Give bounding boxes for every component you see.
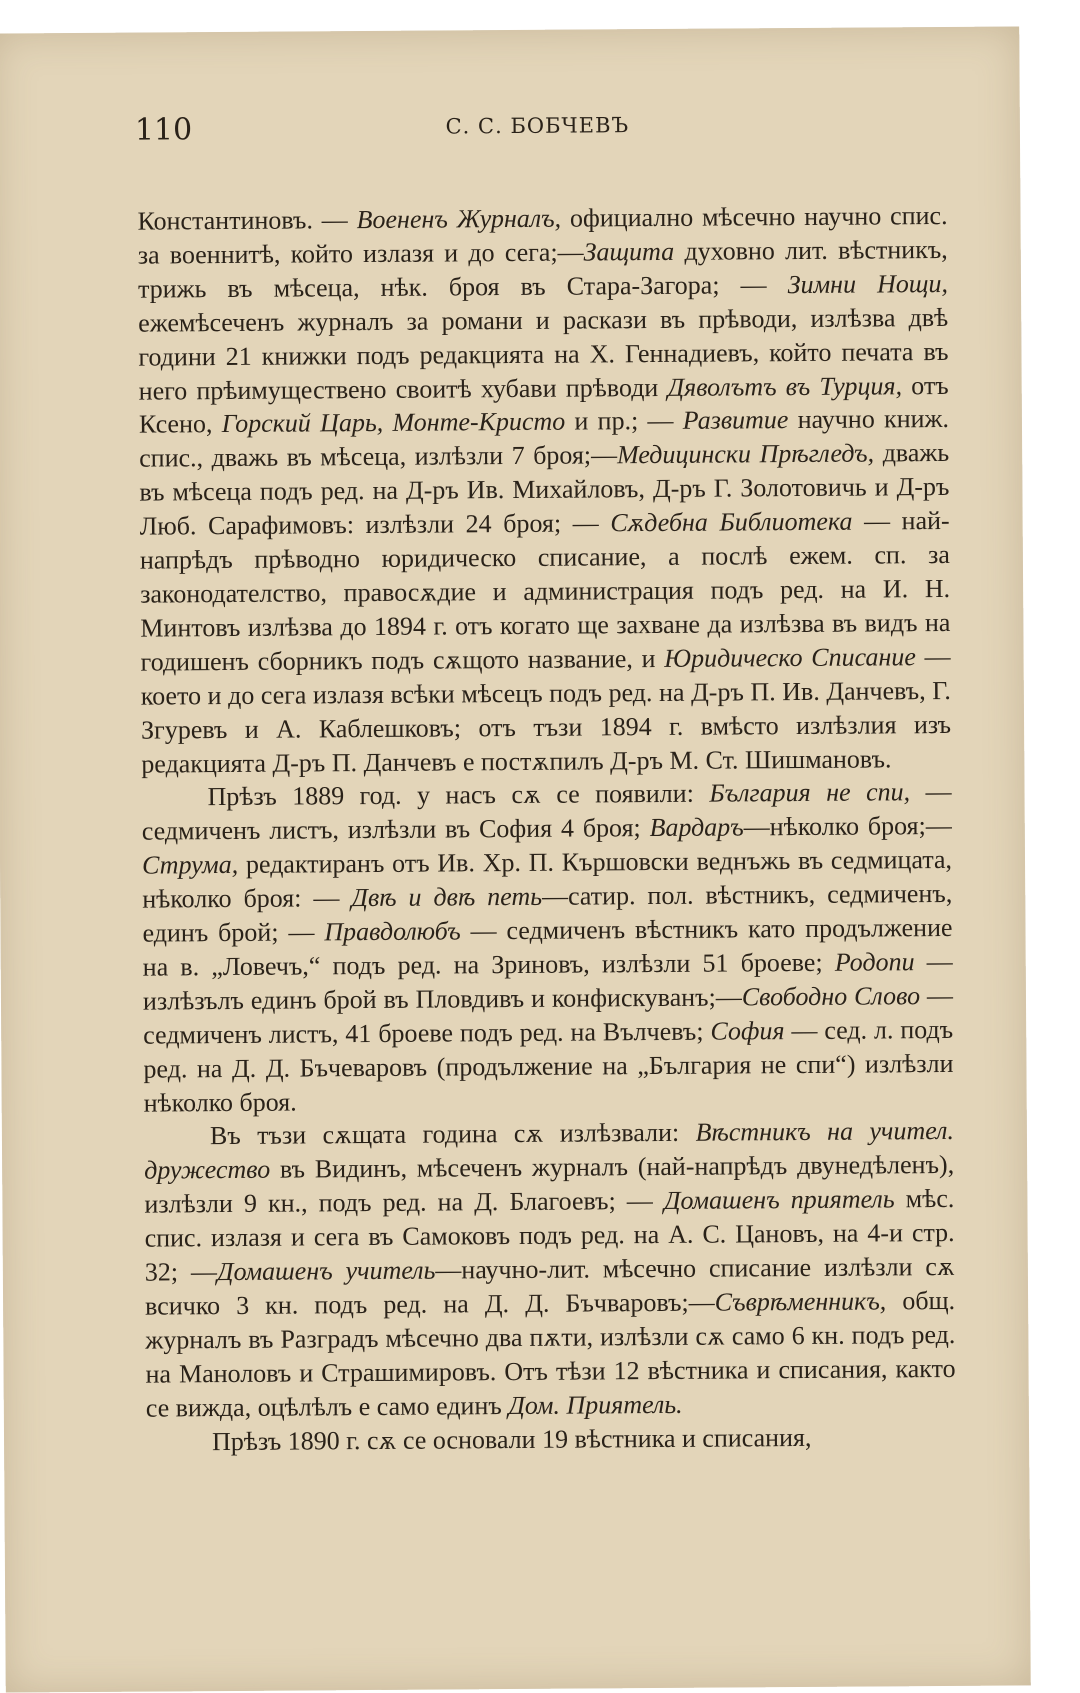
running-head: С. С. БОБЧЕВЪ: [445, 113, 630, 139]
italic-title: Свободно Слово: [741, 981, 921, 1012]
paragraph: [146, 1420, 956, 1460]
paragraph: [137, 199, 951, 781]
italic-title: Защита: [583, 236, 675, 267]
italic-title: Домашенъ приятель: [663, 1184, 895, 1216]
text-run: духовно лит. вѣстникъ, трижь въ мѣсеца, нѣк. броя въ Стара-Загора; —: [137, 234, 948, 304]
italic-title: Домашенъ учитель: [216, 1255, 436, 1287]
text-run: редактиранъ отъ Ив. Хр. П. Кършовски веднъжь въ седмицата, нѣколко броя: —: [142, 845, 953, 914]
text-run: —излѣзълъ единъ брой въ Пловдивъ и конфискуванъ;—: [142, 946, 953, 1016]
paragraph: [144, 1114, 956, 1425]
italic-title: Юридическо Списание: [664, 641, 916, 673]
italic-title: Зимни Нощи,: [787, 268, 949, 299]
text-run: — седмиченъ листъ, 41 броеве подъ ред. на Вълчевъ;: [143, 980, 954, 1050]
italic-title: Съврѣменникъ,: [714, 1286, 887, 1317]
book-page: [0, 26, 1031, 1692]
text-run: дважь въ мѣсеца подъ ред. на Д-ръ Ив. Михайловъ, Д-ръ Г. Золотовичь и Д-ръ Люб. Сарафимовъ: излѣзли 24 броя; —: [139, 438, 950, 541]
italic-title: Струма,: [141, 850, 239, 880]
italic-title: Двѣ и двѣ петь: [351, 881, 543, 913]
text-run: официално мѣсечно научно спис. за военнитѣ, който излазя и до сега;—: [137, 200, 948, 270]
text-run: — седмиченъ вѣстникъ като продължение на в. „Ловечъ,“ подъ ред. на Зриновъ, излѣзли 51 броеве;: [142, 912, 953, 982]
italic-title: Дяволътъ въ Турция,: [667, 370, 903, 402]
italic-title: Медицински Прѣгледъ,: [616, 438, 875, 470]
text-run: — сед. л. подъ ред. на Д. Д. Бъчеваровъ (продължение на „България не спи“) излѣзли нѣколко броя.: [143, 1014, 954, 1118]
text-run: и пр.; —: [565, 406, 683, 437]
italic-title: Развитие: [682, 405, 789, 436]
paragraph: [141, 775, 953, 1120]
text-run: —научно-лит. мѣсечно списание излѣзли сѫ всичко 3 кн. подъ ред. на Д. Д. Бъчваровъ;—: [145, 1252, 955, 1321]
italic-title: България не спи,: [709, 777, 911, 809]
italic-title: Горский Царь, Монте-Кристо: [221, 407, 566, 439]
italic-title: Родопи: [834, 947, 915, 977]
italic-title: Вѣстникъ на учител. дружество: [144, 1116, 955, 1185]
text-run: —сатир. пол. вѣстникъ, седмиченъ, единъ брой; —: [142, 879, 953, 948]
italic-title: Сѫдебна Библиотека: [610, 506, 853, 538]
page-number: 110: [134, 112, 193, 148]
text-run: ежемѣсеченъ журналъ за романи и раскази въ прѣводи, излѣзва двѣ години 21 книжки подъ редакцията на Х. Геннадиевъ, който печата въ него прѣимуществено своитѣ хубави прѣводи: [138, 302, 949, 406]
italic-title: Правдолюбъ: [324, 916, 461, 947]
text-run: — най-напрѣдъ прѣводно юридическо списание, а послѣ ежем. сп. за законодателство, правосѫдие и администрация подъ ред. на И. Н. Минтовъ излѣзва до 1894 г. отъ когато ще захване да излѣзва въ видъ на годишенъ сборникъ подъ сѫщото название, и: [139, 506, 951, 677]
text-run: научно книж. спис., дважь въ мѣсеца, излѣзли 7 броя;—: [139, 404, 950, 473]
text-run: Константиновъ. —: [137, 205, 357, 236]
text-run: Въ тъзи сѫщата година сѫ излѣзвали:: [209, 1118, 696, 1151]
italic-title: София: [710, 1015, 785, 1046]
italic-title: Воененъ Журналъ,: [356, 203, 562, 235]
text-run: — което и до сега излазя всѣки мѣсецъ подъ ред. на Д-ръ П. Ив. Данчевъ, Г. Згуревъ и А. Каблешковъ; отъ тъзи 1894 г. вмѣсто излѣзлия изъ редакцията Д-ръ П. Данчевъ е постѫпилъ Д-ръ М. Ст. Шишмановъ.: [140, 641, 952, 779]
text-run: — седмиченъ листъ, излѣзли въ София 4 броя;: [141, 777, 952, 846]
text-run: мѣс. спис. излазя и сега въ Самоковъ подъ ред. на А. С. Цановъ, на 4-и стр. 32; —: [144, 1184, 955, 1287]
italic-title: Вардаръ: [649, 812, 744, 843]
italic-title: Дом. Приятель.: [508, 1389, 683, 1420]
text-run: отъ Ксено,: [138, 370, 949, 440]
text-run: —нѣколко броя;—: [743, 811, 952, 842]
text-run: Прѣзъ 1890 г. сѫ се основали 19 вѣстника и списания,: [211, 1422, 812, 1456]
text-run: въ Видинъ, мѣсеченъ журналъ (най-напрѣдъ двунедѣленъ), излѣзли 9 кн., подъ ред. на Д. Благоевъ; —: [144, 1150, 955, 1219]
page-header: [135, 107, 940, 153]
body-text: [137, 199, 956, 1459]
text-run: Прѣзъ 1889 год. у насъ сѫ се появили:: [207, 779, 710, 812]
text-run: общ. журналъ въ Разградъ мѣсечно два пѫти, излѣзли сѫ само 6 кн. подъ ред. на Маноловъ и Страшимировъ. Отъ тѣзи 12 вѣстника и списания, както се вижда, оцѣлѣлъ е само единъ: [145, 1285, 956, 1423]
